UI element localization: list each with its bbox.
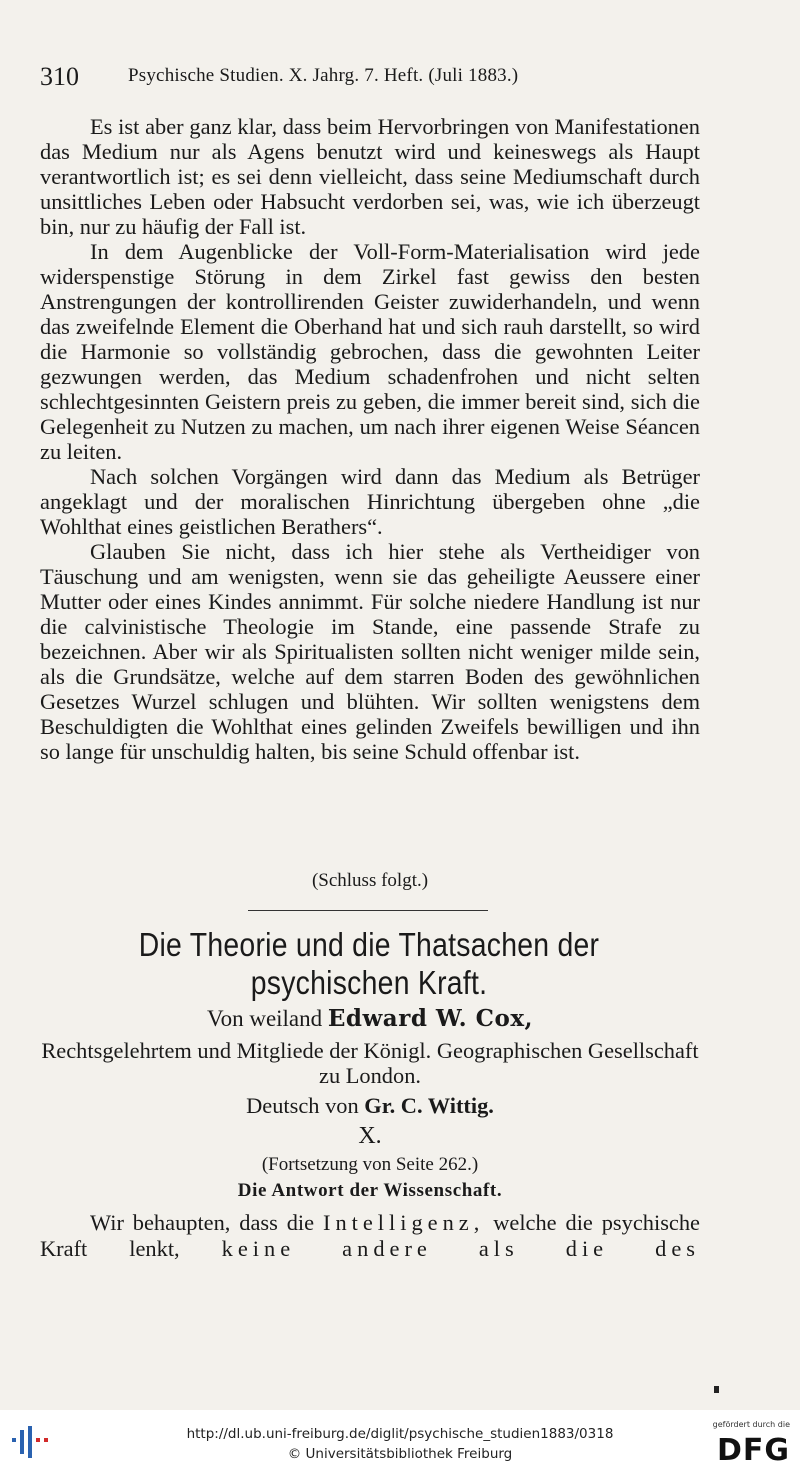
spaced-emphasis: Intelligenz, xyxy=(322,1210,485,1235)
section-divider xyxy=(248,910,488,911)
paragraph: Es ist aber ganz klar, dass beim Hervorbringen von Manifestationen das Medium nur als Agens benutzt wird und keineswegs als Haupt verantwortlich ist; es sei denn vielleicht, dass seine Mediumschaft durch unsittliches Leben oder Habsucht verdorben sei, was, wie ich überzeugt bin, nur zu häufig der Fall ist. xyxy=(40,114,700,239)
to-be-continued-note: (Schluss folgt.) xyxy=(311,870,429,891)
scan-speck xyxy=(714,1386,719,1393)
article-title: Die Theorie und die Thatsachen der psychischen Kraft. xyxy=(138,926,600,1001)
footer-text xyxy=(100,1424,700,1464)
article-body-previous xyxy=(40,114,700,764)
permalink-link[interactable]: http://dl.ub.uni-freiburg.de/diglit/psychische_studien1883/0318 xyxy=(186,1426,614,1442)
page-number: 310 xyxy=(40,62,79,91)
translator-line xyxy=(40,1093,700,1119)
page-header xyxy=(40,62,700,92)
byline-prefix: Von weiland xyxy=(206,1006,323,1031)
copyright-text: © Universitätsbibliothek Freiburg xyxy=(287,1446,513,1462)
running-head: Psychische Studien. X. Jahrg. 7. Heft. (Juli 1883.) xyxy=(128,65,519,86)
author-name: Edward W. Cox, xyxy=(327,1005,534,1032)
spaced-emphasis: keine andere als die des xyxy=(221,1236,700,1261)
article-body-new xyxy=(40,1210,700,1262)
text-run: Wir behaupten, dass die xyxy=(90,1210,315,1235)
section-title: Die Antwort der Wissenschaft. xyxy=(237,1180,503,1201)
text-run: welche die psychische Kraft lenkt, xyxy=(40,1210,700,1261)
funding-note: gefördert durch die xyxy=(712,1420,790,1429)
translator-name: Gr. C. Wittig. xyxy=(364,1093,494,1118)
author-affiliation: Rechtsgelehrtem und Mitgliede der Königl. Geographischen Gesellschaft zu London. xyxy=(41,1038,699,1088)
chapter-number: X. xyxy=(358,1123,382,1149)
dfg-logo xyxy=(706,1420,790,1468)
paragraph: In dem Augenblicke der Voll-Form-Materialisation wird jede widerspenstige Störung in dem Zirkel fast gewiss den besten Anstrengungen der kontrollirenden Geister zuwiderhandeln, und wenn das zweifelnde Element die Oberhand hat und sich rauh darstellt, so wird die Harmonie so vollständig gebrochen, dass die gewohnten Leiter gezwungen werden, das Medium schadenfrohen und nicht selten schlechtgesinnten Geistern preis zu geben, die immer bereit sind, sich die Gelegenheit zu Nutzen zu machen, um nach ihrer eigenen Weise Séancen zu leiten. xyxy=(40,239,700,464)
paragraph: Glauben Sie nicht, dass ich hier stehe als Vertheidiger von Täuschung und am wenigsten, wenn sie das geheiligte Aeussere einer Mutter oder eines Kindes annimmt. Für solche niedere Handlung ist nur die calvinistische Theologie im Stande, eine passende Strafe zu bezeichnen. Aber wir als Spiritualisten sollten nicht weniger milde sein, als die Grundsätze, welche auf dem starren Boden des gewöhnlichen Gesetzes Wurzel schlugen und blühten. Wir sollten wenigstens dem Beschuldigten die Wohlthat eines gelinden Zweifels bewilligen und ihn so lange für unschuldig halten, bis seine Schuld offenbar ist. xyxy=(40,539,700,764)
viewer-footer xyxy=(0,1410,800,1472)
paragraph: Nach solchen Vorgängen wird dann das Medium als Betrüger angeklagt und der moralischen Hinrichtung übergeben ohne „die Wohlthat eines geistlichen Berathers“. xyxy=(40,464,700,539)
dfg-logo-text: DFG xyxy=(716,1433,790,1468)
library-logo-icon xyxy=(8,1424,52,1460)
continuation-note: (Fortsetzung von Seite 262.) xyxy=(261,1154,479,1175)
translator-prefix: Deutsch von xyxy=(246,1093,359,1118)
byline xyxy=(40,1006,700,1032)
paragraph xyxy=(40,1210,700,1262)
